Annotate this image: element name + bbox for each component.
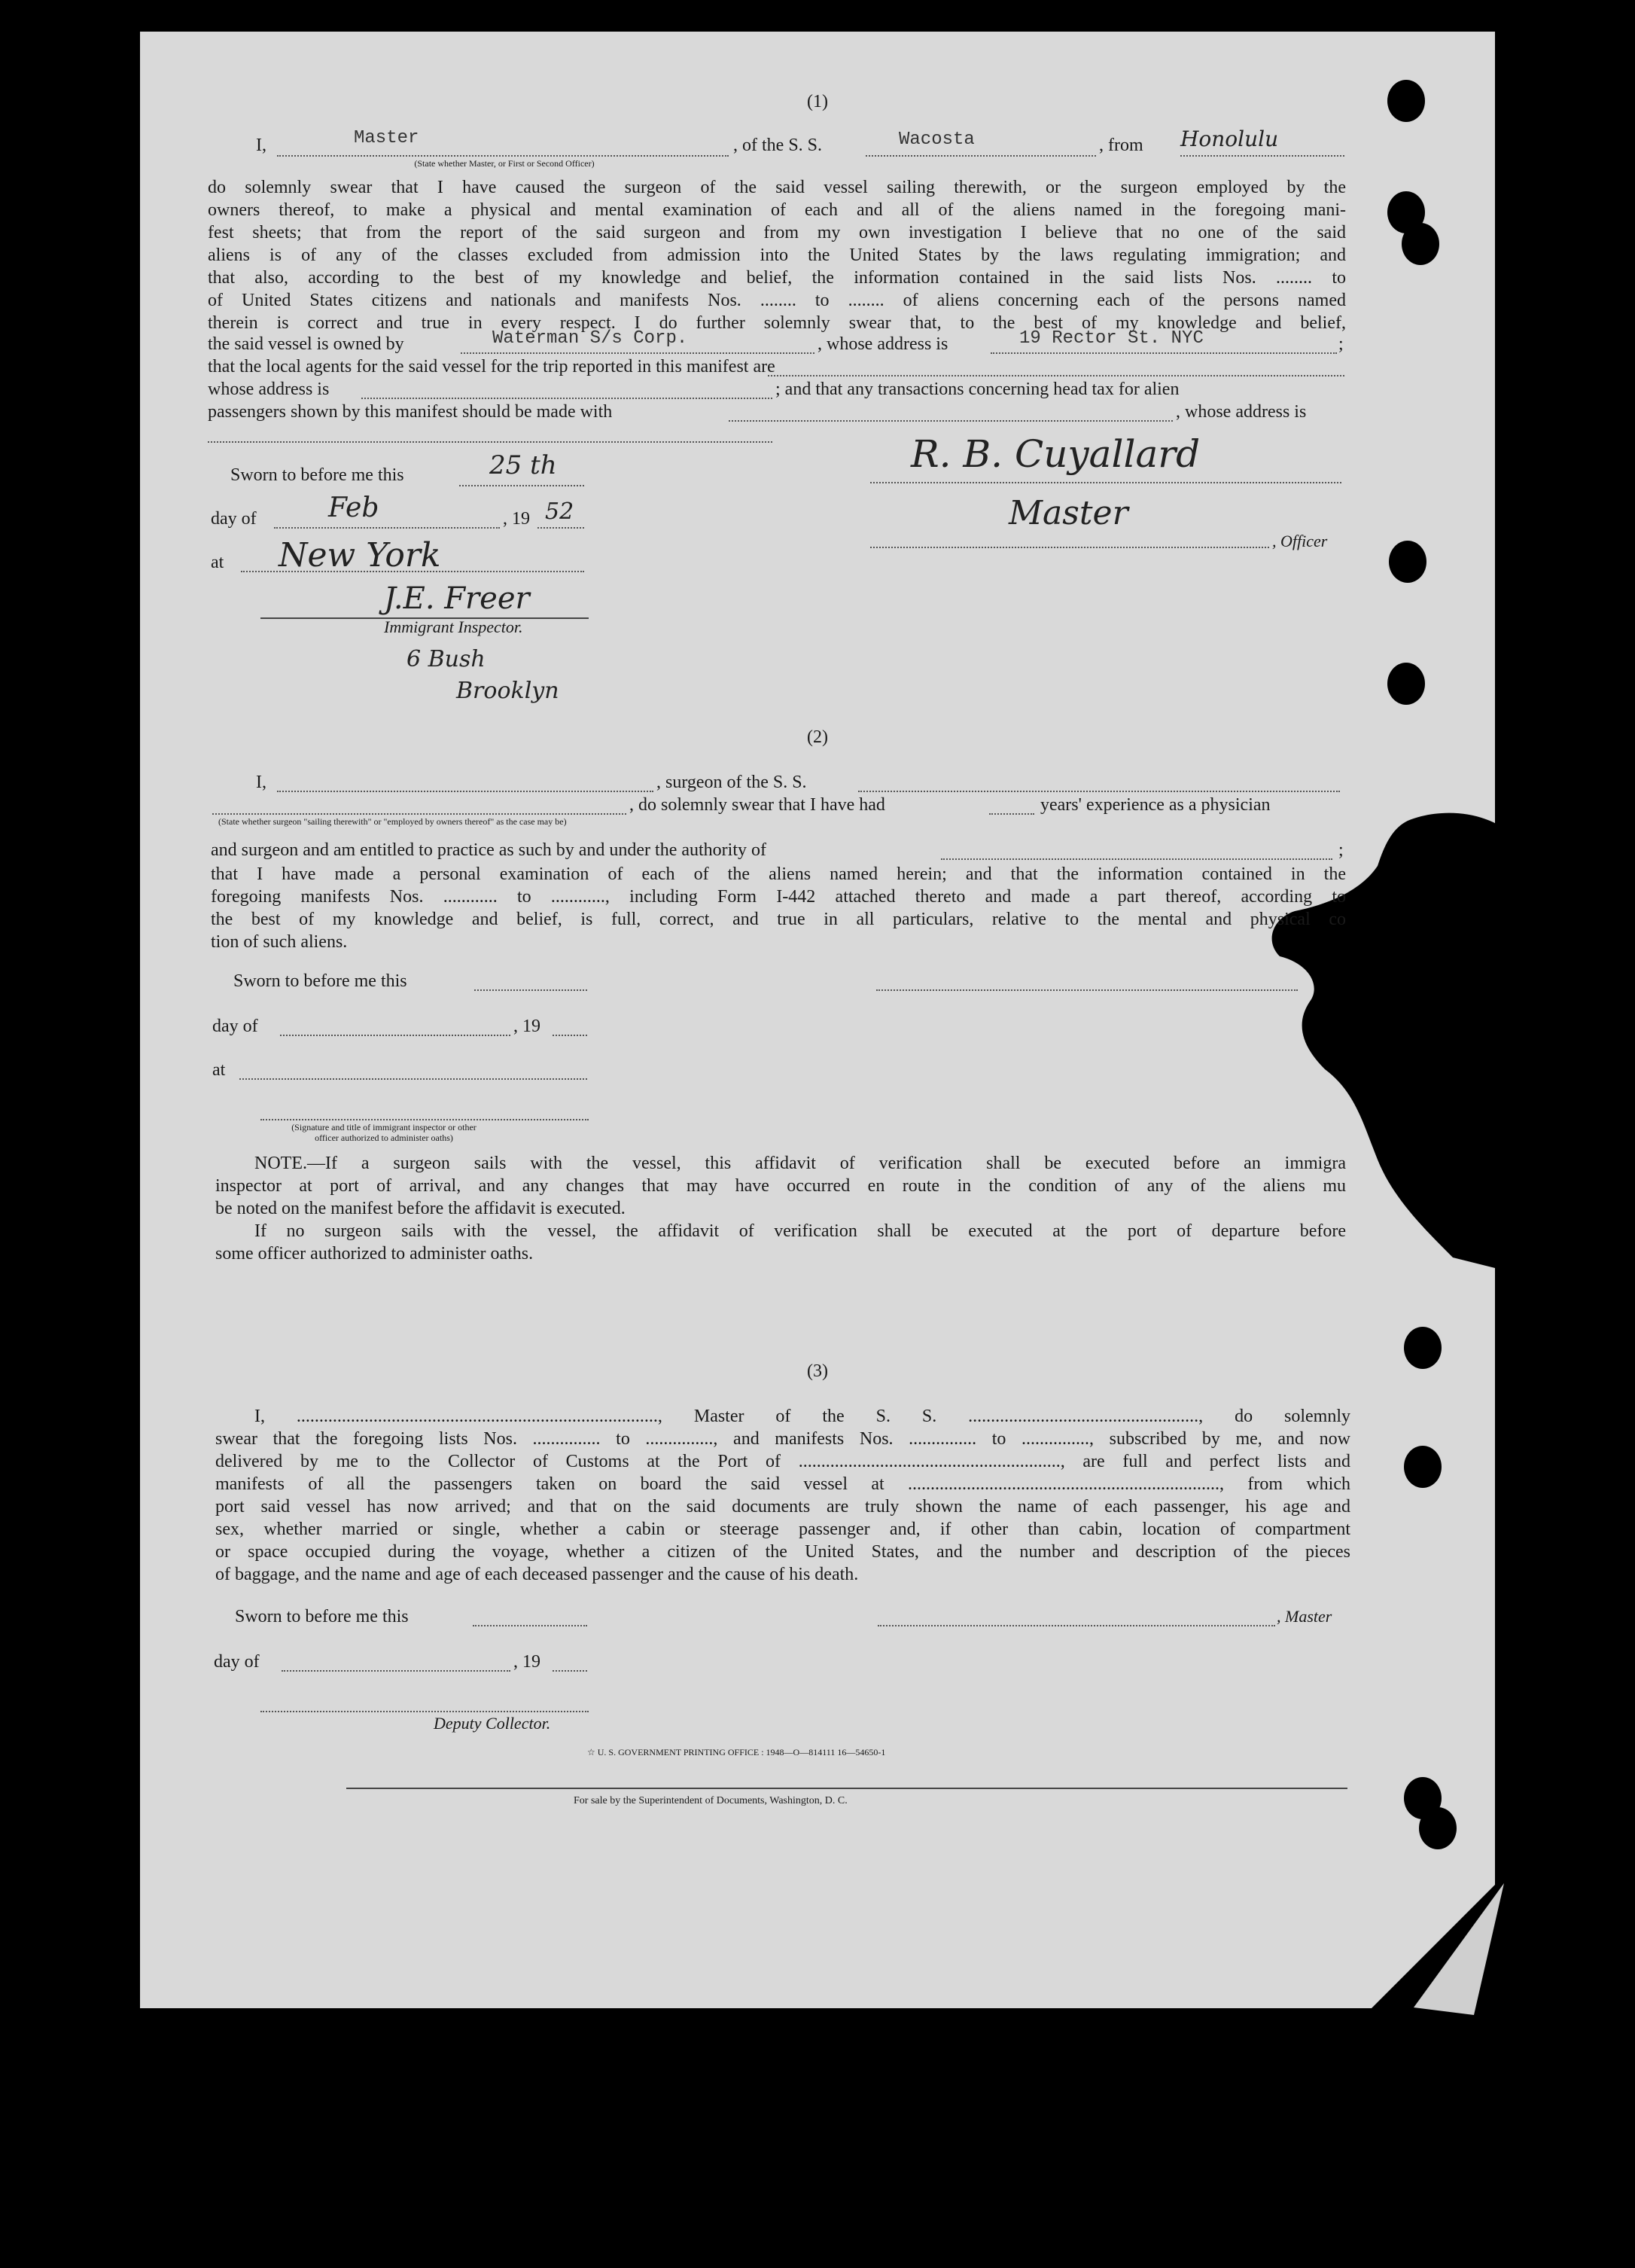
- body-line: therein is correct and true in every respect. I do further solemnly swear that, to the best of my knowledge and belief,: [208, 313, 1346, 333]
- s2-year-line: [553, 1035, 587, 1036]
- section-3-body: [215, 1405, 1350, 1586]
- s2-caption: (State whether surgeon "sailing therewith" or "employed by owners thereof" as the case may be): [218, 816, 567, 827]
- whose-address-label: whose address is: [208, 380, 330, 399]
- of-ss-label: , of the S. S.: [733, 136, 823, 155]
- punch-hole: [1419, 1807, 1457, 1849]
- s2-line3: and surgeon and am entitled to practice as such by and under the authority of: [211, 840, 766, 860]
- note-line: inspector at port of arrival, and any changes that may have occurred en route in the condition of any of the aliens mu: [215, 1176, 1346, 1196]
- s2-sworn-line: [474, 989, 587, 991]
- hand-note-2: Brooklyn: [456, 678, 559, 704]
- head-tax-label: ; and that any transactions concerning head tax for alien: [775, 380, 1180, 399]
- s3-month-line: [282, 1670, 510, 1672]
- owner-address-label: , whose address is: [818, 334, 948, 354]
- year-prefix: , 19: [503, 509, 530, 529]
- sworn-day-line: [459, 485, 584, 486]
- s2-surgeon-label: , surgeon of the S. S.: [656, 773, 807, 792]
- year-line: [537, 527, 584, 529]
- section-2-number: (2): [807, 727, 828, 747]
- s2-line2-a: , do solemnly swear that I have had: [629, 795, 885, 815]
- vessel-line: [866, 155, 1096, 157]
- whose-address-is: , whose address is: [1176, 402, 1307, 422]
- s3-year-line: [553, 1670, 587, 1672]
- folded-corner: [1361, 1876, 1504, 2019]
- section-2-note: [215, 1152, 1346, 1265]
- s2-years-line: [989, 813, 1034, 815]
- owner-address-line: [991, 352, 1337, 354]
- footer-rule: [346, 1788, 1347, 1789]
- officer-signature: R. B. Cuyallard: [911, 432, 1201, 476]
- officer-title-line: [870, 547, 1269, 548]
- s2-line2-b: years' experience as a physician: [1040, 795, 1271, 815]
- s3-sworn-line: [473, 1625, 587, 1626]
- body-line: tion of such aliens.: [211, 932, 348, 952]
- month-line: [274, 527, 500, 529]
- sale-line: For sale by the Superintendent of Documents, Washington, D. C.: [574, 1795, 848, 1806]
- officer-title-hand: Master: [1009, 494, 1128, 532]
- s2-sig-caption: (Signature and title of immigrant inspector or other officer authorized to administer oaths): [291, 1122, 476, 1143]
- punch-hole: [1402, 223, 1439, 265]
- semicolon: ;: [1338, 334, 1344, 354]
- s3-year-prefix: , 19: [513, 1652, 540, 1672]
- s2-semicolon: ;: [1338, 840, 1344, 860]
- s2-month-line: [280, 1035, 510, 1036]
- sworn-label: Sworn to before me this: [230, 465, 404, 485]
- month-value: Feb: [328, 492, 379, 523]
- at-value: New York: [279, 536, 441, 575]
- officer-sig-line: [870, 482, 1341, 483]
- passengers-line: passengers shown by this manifest should be made with: [208, 402, 613, 422]
- body-line: aliens is of any of the classes excluded from admission into the United States by the laws regulating immigration; and: [208, 245, 1346, 265]
- body-line: sex, whether married or single, whether a cabin or steerage passenger and, if other than cabin, location of compartment: [215, 1520, 1350, 1539]
- body-line: port said vessel has now arrived; and that on the said documents are truly shown the name of each passenger, his age and: [215, 1497, 1350, 1517]
- punch-hole: [1404, 1446, 1442, 1488]
- note-line: If no surgeon sails with the vessel, the affidavit of verification shall be executed at the port of departure before: [254, 1221, 1346, 1241]
- s3-deputy-line: [260, 1711, 589, 1712]
- punch-hole: [1389, 541, 1426, 583]
- officer-caption: , Officer: [1272, 532, 1328, 550]
- owned-prefix: the said vessel is owned by: [208, 334, 404, 354]
- s2-signature-line: [876, 989, 1298, 991]
- body-line: fest sheets; that from the report of the said surgeon and from my own investigation I believe that no one of the said: [208, 223, 1346, 242]
- body-line: do solemnly swear that I have caused the surgeon of the said vessel sailing therewith, or the surgeon employed by the: [208, 178, 1346, 197]
- s2-at-label: at: [212, 1060, 226, 1080]
- extra-fill: [208, 441, 772, 443]
- vessel-value: Wacosta: [899, 130, 975, 150]
- s3-deputy-caption: Deputy Collector.: [434, 1714, 551, 1733]
- printing-office-line: ☆ U. S. GOVERNMENT PRINTING OFFICE : 1948—O—814111 16—54650-1: [587, 1747, 886, 1757]
- body-line: that I have made a personal examination of each of the aliens named herein; and that the information contained in the: [211, 864, 1346, 884]
- s3-master-caption: , Master: [1277, 1607, 1332, 1626]
- body-line: of baggage, and the name and age of each deceased passenger and the cause of his death.: [215, 1565, 859, 1584]
- section-2-body: [211, 863, 1346, 953]
- master-value: Master: [354, 128, 419, 148]
- section-3-number: (3): [807, 1361, 828, 1381]
- i-label: I,: [256, 136, 266, 155]
- master-caption: (State whether Master, or First or Second Officer): [414, 158, 595, 169]
- day-of-label: day of: [211, 509, 257, 529]
- owner-line: [461, 352, 814, 354]
- owner-value: Waterman S/s Corp.: [492, 328, 688, 349]
- hand-note-1: 6 Bush: [406, 646, 486, 672]
- body-line: the best of my knowledge and belief, is full, correct, and true in all particulars, relative to the mental and physical co: [211, 910, 1346, 929]
- s3-day-of-label: day of: [214, 1652, 260, 1672]
- master-line: [277, 155, 729, 157]
- body-line: that also, according to the best of my knowledge and belief, the information contained in the said lists Nos. ........ to: [208, 268, 1346, 288]
- s2-capacity-line: [212, 813, 626, 815]
- body-line: foregoing manifests Nos. ............ to ............, including Form I-442 attached thereto and made a part thereof, according to: [211, 887, 1346, 907]
- s2-name-line: [277, 791, 653, 792]
- whose-address-fill: [361, 398, 772, 399]
- inspector-caption: Immigrant Inspector.: [384, 617, 523, 636]
- from-line: [1180, 155, 1344, 157]
- passengers-fill: [729, 420, 1173, 422]
- s3-master-line: [878, 1625, 1275, 1626]
- body-line: owners thereof, to make a physical and mental examination of each and all of the aliens named in the foregoing mani-: [208, 200, 1346, 220]
- s2-sworn-label: Sworn to before me this: [233, 971, 407, 991]
- agents-fill: [768, 375, 1344, 376]
- s2-at-line: [239, 1078, 587, 1080]
- body-line: swear that the foregoing lists Nos. ............... to ..............., and manifests Nos. ............... to ..............., subscribed by me, and now: [215, 1429, 1350, 1449]
- sworn-day: 25 th: [489, 450, 557, 480]
- s2-authority-line: [941, 858, 1332, 860]
- s3-sworn-label: Sworn to before me this: [235, 1607, 409, 1626]
- body-line: delivered by me to the Collector of Customs at the Port of .........................................................., are full and perfect lists and: [215, 1452, 1350, 1471]
- section-1-number: (1): [807, 92, 828, 111]
- year-value: 52: [545, 498, 574, 525]
- body-line: or space occupied during the voyage, whether a citizen of the United States, and the number and description of the pieces: [215, 1542, 1350, 1562]
- body-line: I, ................................................................................, Master of the S. S. ..................................................., do solemnly: [254, 1407, 1350, 1426]
- s2-year-prefix: , 19: [513, 1017, 540, 1036]
- agents-line: that the local agents for the said vessel for the trip reported in this manifest are: [208, 357, 775, 376]
- s2-vessel-line: [858, 791, 1340, 792]
- body-line: manifests of all the passengers taken on board the said vessel at ....................................................................., from which: [215, 1474, 1350, 1494]
- note-line: some officer authorized to administer oaths.: [215, 1244, 534, 1264]
- s2-day-of-label: day of: [212, 1017, 258, 1036]
- inspector-signature: J.E. Freer: [384, 581, 530, 616]
- from-value: Honolulu: [1180, 127, 1279, 151]
- s2-inspector-line: [260, 1119, 589, 1120]
- body-line: of United States citizens and nationals and manifests Nos. ........ to ........ of aliens concerning each of the persons named: [208, 291, 1346, 310]
- s2-i-label: I,: [256, 773, 266, 792]
- punch-hole: [1387, 663, 1425, 705]
- section-1-body: [208, 176, 1346, 334]
- note-line: NOTE.—If a surgeon sails with the vessel, this affidavit of verification shall be executed before an immigra: [254, 1154, 1346, 1173]
- at-label: at: [211, 553, 224, 572]
- from-label: , from: [1099, 136, 1143, 155]
- note-line: be noted on the manifest before the affidavit is executed.: [215, 1199, 626, 1218]
- owner-address-value: 19 Rector St. NYC: [1019, 328, 1204, 349]
